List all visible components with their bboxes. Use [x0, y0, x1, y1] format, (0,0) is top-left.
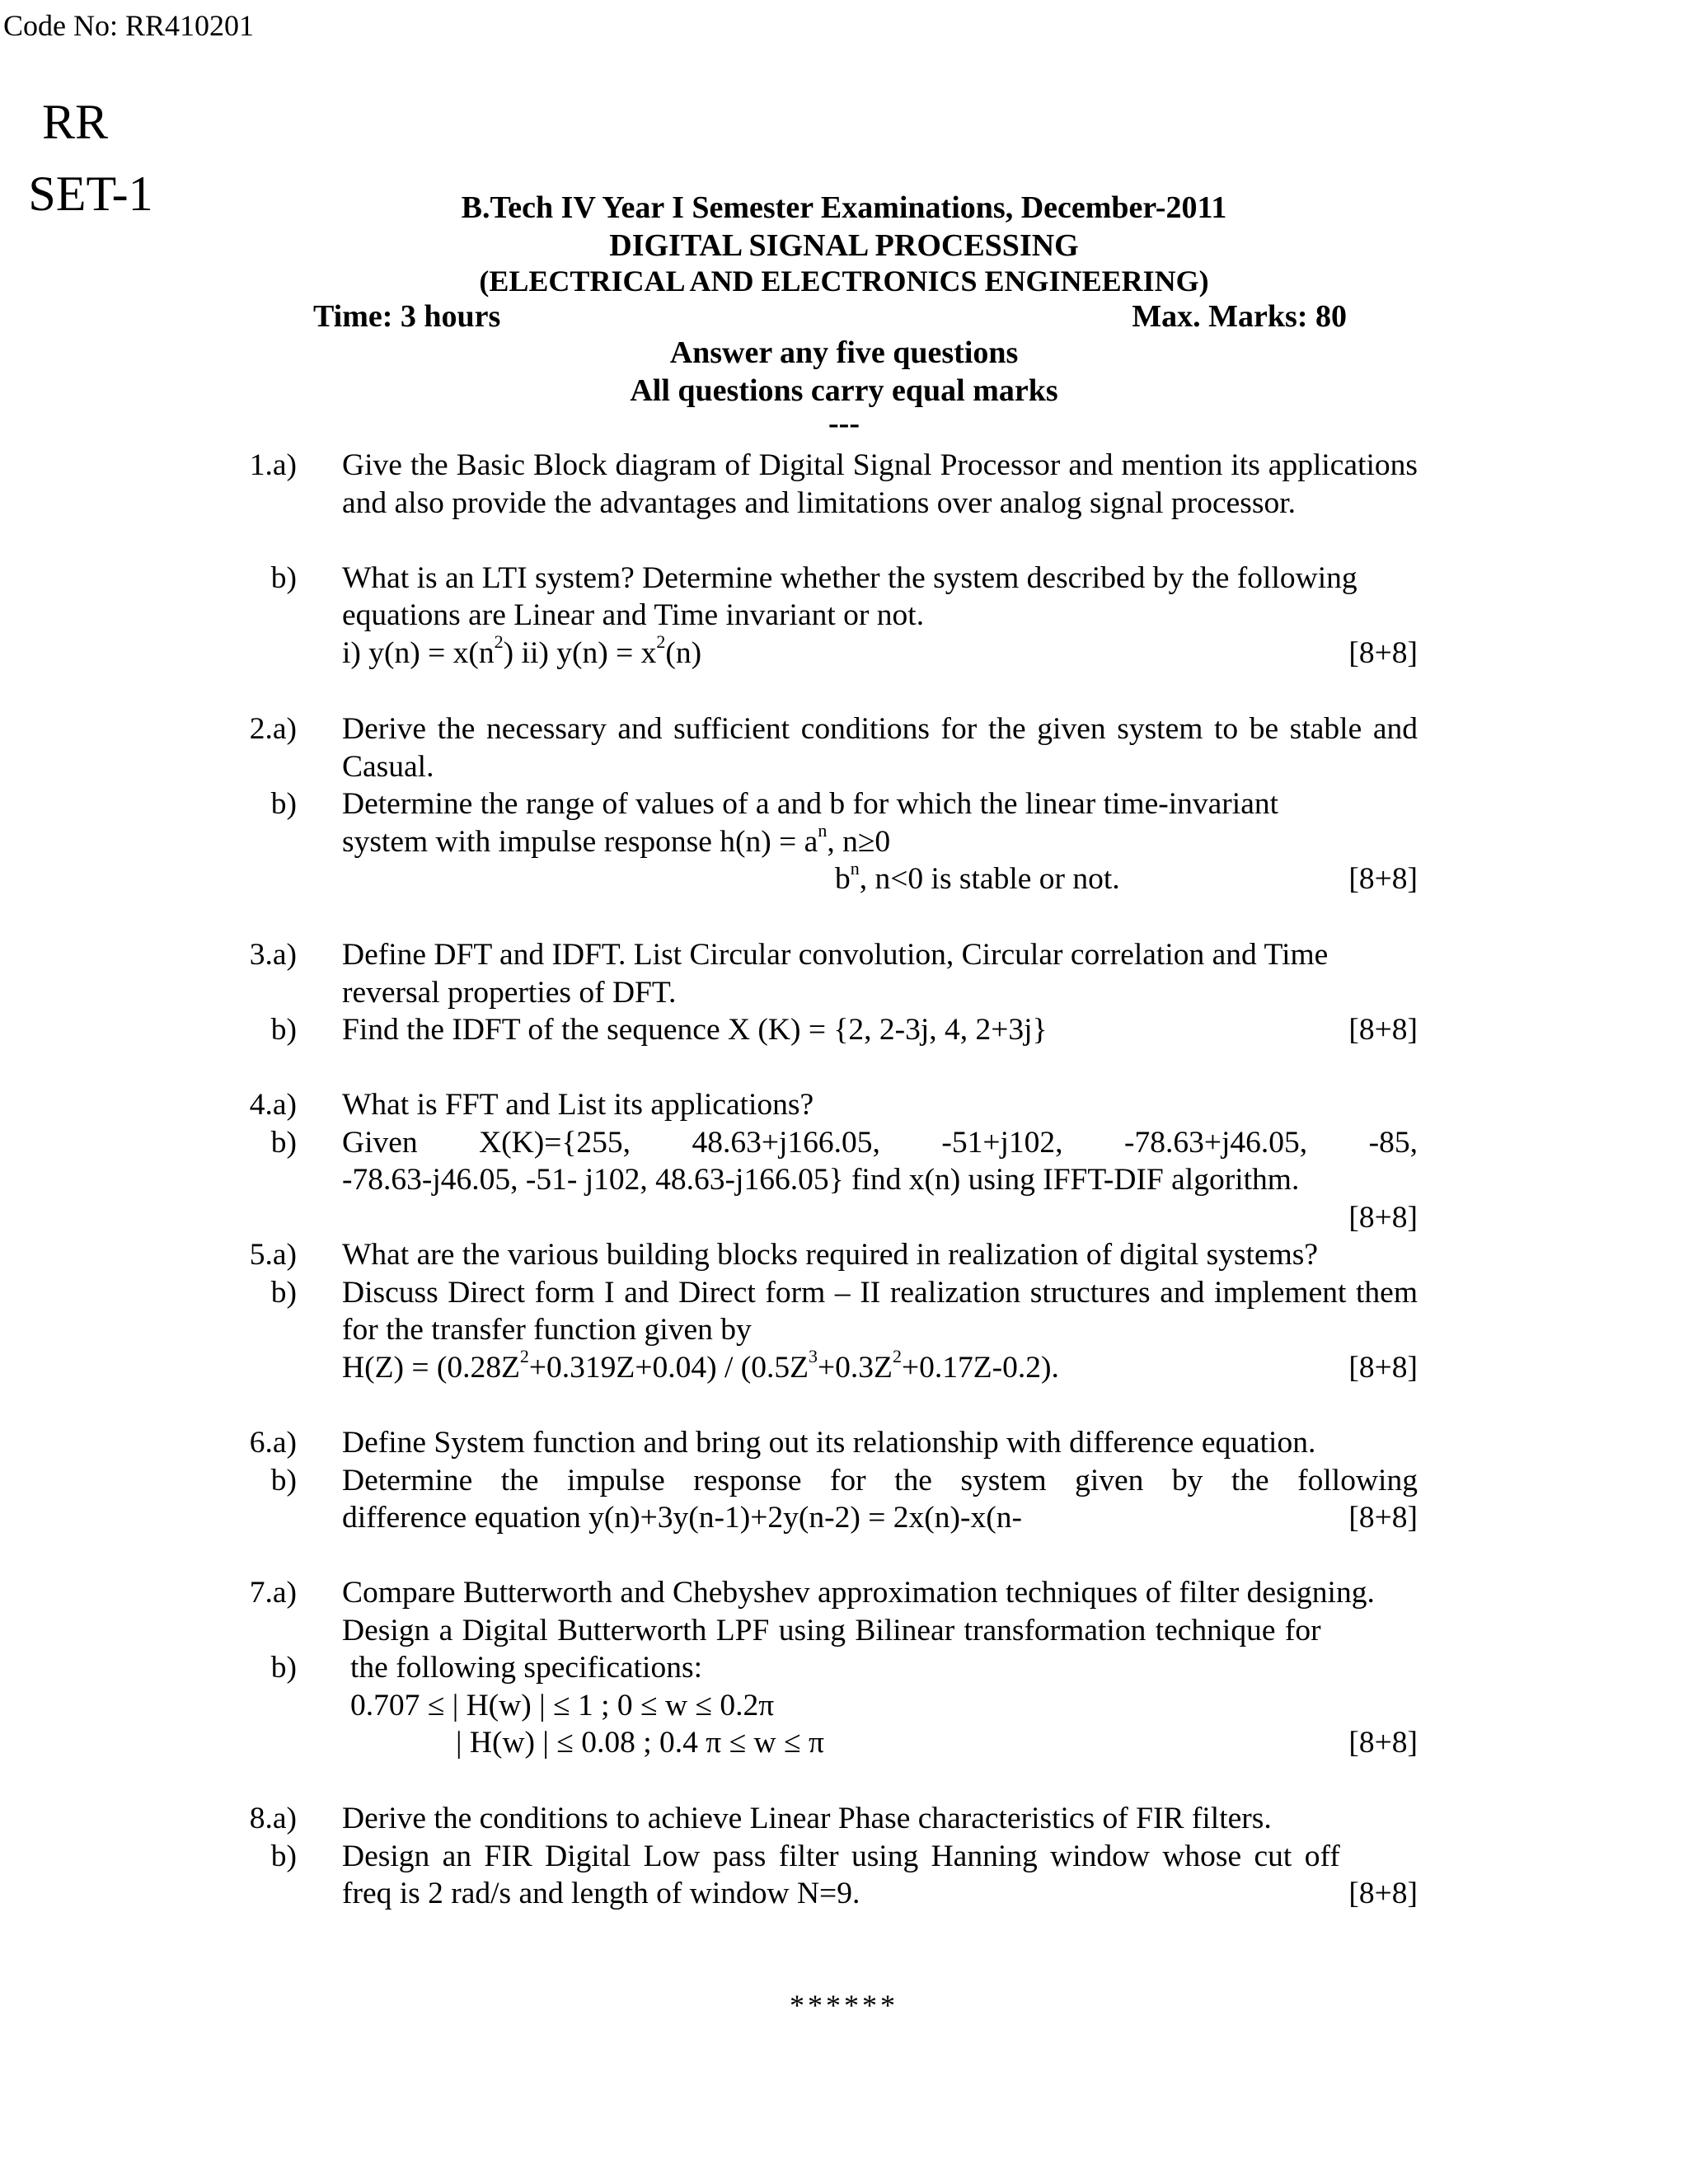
q2b-exp-a: n — [818, 820, 828, 841]
q7-marks: [8+8] — [1348, 1726, 1418, 1760]
q4a-text: What is FFT and List its applications? — [342, 1088, 814, 1122]
q2a-text: Derive the necessary and sufficient conditions for the given system to be stable and Casual. — [342, 712, 1418, 784]
scheme-box: RR — [41, 95, 109, 149]
q3a-line2: reversal properties of DFT. — [342, 975, 677, 1010]
end-marker: ****** — [790, 1989, 898, 2022]
time-label: Time: 3 hours — [313, 299, 501, 334]
q2b-b: b — [835, 862, 851, 896]
q3b-text: Find the IDFT of the sequence X (K) = {2, 2-3j, 4, 2+3j} — [342, 1013, 1048, 1047]
q1b-eq-i-exp: 2 — [494, 631, 504, 652]
q4-marks-line — [342, 1199, 1418, 1237]
q6b-token: for — [829, 1463, 866, 1497]
q2b-cond-a: , n≥0 — [827, 824, 891, 859]
q8b-line1: Design an FIR Digital Low pass filter using Hanning window whose cut off — [342, 1839, 1340, 1873]
q3b-line — [342, 1011, 1418, 1049]
q8-body — [342, 1800, 1418, 1913]
q5b-eq-exp: 3 — [809, 1346, 818, 1366]
q5b-eq-part: H(Z) = (0.28Z — [342, 1350, 520, 1385]
q5a-text: What are the various building blocks required in realization of digital systems? — [342, 1238, 1319, 1272]
q1b-number: b) — [270, 560, 297, 595]
q6-marks: [8+8] — [1348, 1501, 1418, 1535]
q4b-token: 48.63+j166.05, — [692, 1125, 880, 1160]
q7b-line1: Design a Digital Butterworth LPF using Bilinear transformation technique for — [342, 1613, 1321, 1647]
q7b-spec2-line — [342, 1724, 1418, 1762]
q4-marks: [8+8] — [1348, 1200, 1418, 1235]
branch-title: (ELECTRICAL AND ELECTRONICS ENGINEERING) — [479, 265, 1209, 298]
q6b-line2 — [342, 1499, 1418, 1537]
exam-title: B.Tech IV Year I Semester Examinations, December-2011 — [461, 190, 1227, 225]
q6b-token: by — [1171, 1463, 1203, 1497]
q7b-number: b) — [270, 1651, 297, 1685]
q6-body — [342, 1424, 1418, 1537]
q7b-line2: the following specifications: — [350, 1651, 702, 1685]
q3a-line1: Define DFT and IDFT. List Circular convolution, Circular correlation and Time — [342, 938, 1329, 972]
q5b-eq-part: +0.17Z-0.2). — [901, 1350, 1059, 1385]
q2b-body — [342, 785, 1418, 898]
q5b-text: Discuss Direct form I and Direct form – II realization structures and implement them for the transfer function given by — [342, 1275, 1418, 1347]
q5b-eq-exp: 2 — [519, 1346, 529, 1366]
q7a-number: 7.a) — [249, 1576, 297, 1610]
q3a-number: 3.a) — [249, 938, 297, 972]
q6b-token: Determine — [342, 1463, 473, 1497]
set-box: SET-1 — [28, 166, 153, 221]
q6b-token: the — [894, 1463, 932, 1497]
q1b-eq-ii: ) ii) y(n) = x — [503, 635, 657, 670]
q8b-number: b) — [270, 1839, 297, 1873]
subject-title: DIGITAL SIGNAL PROCESSING — [609, 228, 1079, 263]
q8a-text: Derive the conditions to achieve Linear Phase characteristics of FIR filters. — [342, 1802, 1272, 1835]
q8b-line2 — [342, 1875, 1418, 1913]
q5-marks: [8+8] — [1348, 1350, 1418, 1385]
q5b-equation — [342, 1346, 1418, 1387]
q2b-line2 — [342, 820, 1418, 861]
q1b-line2: equations are Linear and Time invariant or not. — [342, 598, 925, 632]
q5-body — [342, 1236, 1418, 1386]
q1b-body — [342, 560, 1418, 673]
q7a-text: Compare Butterworth and Chebyshev approximation techniques of filter designing. — [342, 1576, 1375, 1610]
q3-marks: [8+8] — [1348, 1013, 1418, 1047]
q2-marks: [8+8] — [1348, 862, 1418, 896]
q2a-number: 2.a) — [249, 712, 297, 746]
q2b-piece-b — [835, 857, 1120, 898]
code-number-box: Code No: RR410201 — [3, 9, 255, 42]
q4b-token: -85, — [1368, 1125, 1418, 1160]
q4b-number: b) — [270, 1125, 297, 1160]
q7-body — [342, 1574, 1418, 1762]
q5b-number: b) — [270, 1275, 297, 1310]
q4b-token: X(K)={255, — [479, 1125, 631, 1160]
q8-marks: [8+8] — [1348, 1877, 1418, 1910]
q3a-body — [342, 936, 1418, 1049]
q7b-spec2: | H(w) | ≤ 0.08 ; 0.4 π ≤ w ≤ π — [456, 1726, 824, 1760]
q5b-eq-exp: 2 — [892, 1346, 902, 1366]
q4b-token: -51+j102, — [941, 1125, 1063, 1160]
q8a-number: 8.a) — [249, 1802, 297, 1835]
q6b-token: the — [1231, 1463, 1269, 1497]
q2b-line1: Determine the range of values of a and b for which the linear time-invariant — [342, 787, 1279, 821]
q4-body — [342, 1086, 1418, 1236]
q1b-eq-ii-end: (n) — [665, 635, 702, 670]
q6b-token: following — [1297, 1463, 1418, 1497]
q4b-line1 — [342, 1124, 1418, 1162]
q1-marks: [8+8] — [1348, 635, 1418, 670]
q1b-line1: What is an LTI system? Determine whether the system described by the following — [342, 560, 1357, 595]
q2b-number: b) — [270, 787, 297, 821]
q1a-text: Give the Basic Block diagram of Digital Signal Processor and mention its applications and also provide the advantages and limitations over analog signal processor. — [342, 448, 1418, 520]
q4b-token: -78.63+j46.05, — [1123, 1125, 1308, 1160]
q3b-number: b) — [270, 1013, 297, 1047]
q4a-number: 4.a) — [249, 1088, 297, 1122]
q6b-token: system — [960, 1463, 1047, 1497]
q4b-line2: -78.63-j46.05, -51- j102, 48.63-j166.05} find x(n) using IFFT-DIF algorithm. — [342, 1163, 1300, 1197]
q1a-number: 1.a) — [249, 448, 297, 482]
q6a-number: 6.a) — [249, 1426, 297, 1460]
q5b-eq-part: +0.319Z+0.04) / (0.5Z — [528, 1350, 809, 1385]
q5b-eq-part: +0.3Z — [818, 1350, 893, 1385]
q2b-impulse: system with impulse response h(n) = a — [342, 824, 818, 859]
instruction-equal-marks: All questions carry equal marks — [630, 373, 1058, 408]
q6b-line1 — [342, 1462, 1418, 1500]
q2b-line3 — [342, 857, 1418, 898]
q6b-equation: difference equation y(n)+3y(n-1)+2y(n-2) = 2x(n)-x(n- — [342, 1501, 1022, 1535]
q4b-token: Given — [342, 1125, 418, 1160]
q6b-token: response — [693, 1463, 802, 1497]
q7b-spec1: 0.707 ≤ | H(w) | ≤ 1 ; 0 ≤ w ≤ 0.2π — [350, 1688, 775, 1722]
q8b-text: freq is 2 rad/s and length of window N=9. — [342, 1877, 860, 1910]
q1b-equation — [342, 631, 1418, 673]
q6b-number: b) — [270, 1463, 297, 1497]
q6b-token: impulse — [567, 1463, 665, 1497]
q5a-number: 5.a) — [249, 1238, 297, 1272]
separator: --- — [828, 406, 860, 441]
q2b-exp-b: n — [850, 857, 860, 879]
max-marks-label: Max. Marks: 80 — [1132, 299, 1347, 334]
q1b-eq-i: i) y(n) = x(n — [342, 635, 495, 670]
q1b-eq-ii-exp: 2 — [656, 631, 666, 652]
q2b-cond-b: , n<0 is stable or not. — [859, 862, 1120, 896]
q6b-token: the — [500, 1463, 539, 1497]
q6a-text: Define System function and bring out its relationship with difference equation. — [342, 1426, 1316, 1460]
instruction-answer-five: Answer any five questions — [669, 335, 1019, 370]
q6b-token: given — [1075, 1463, 1144, 1497]
